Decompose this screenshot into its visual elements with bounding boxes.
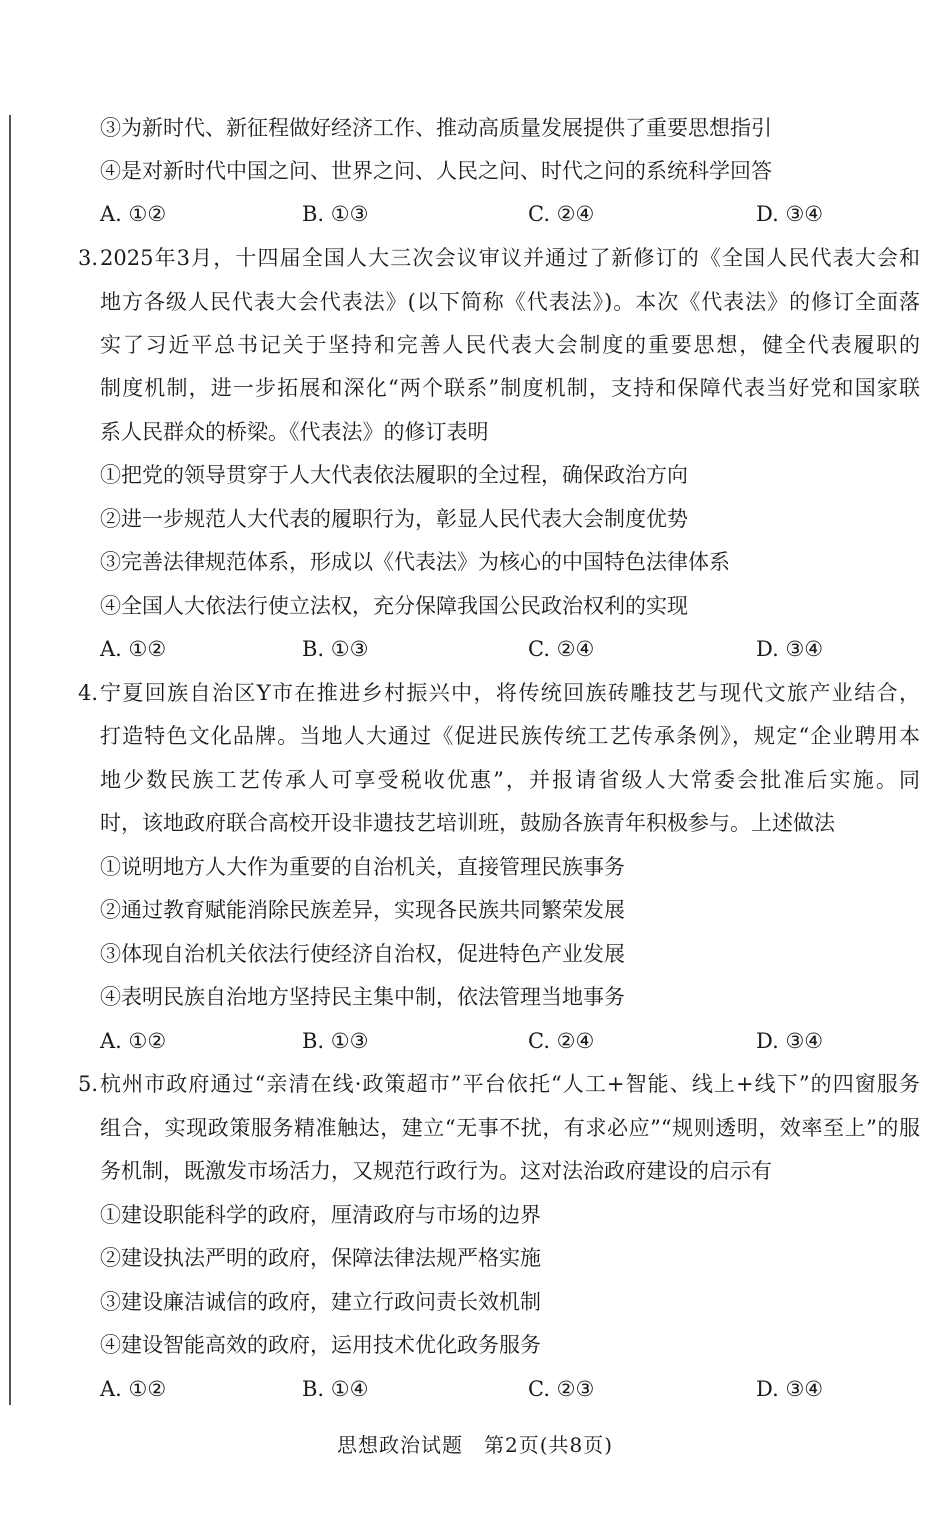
q3-option-2: ②进一步规范人大代表的履职行为，彰显人民代表大会制度优势 [100, 507, 688, 531]
q3-stem-line-2: 地方各级人民代表大会代表法》(以下简称《代表法》)。本次《代表法》的修订全面落 [100, 290, 920, 314]
q5-option-1: ①建设职能科学的政府，厘清政府与市场的边界 [100, 1203, 541, 1227]
q3-stem-line-4: 制度机制，进一步拓展和深化“两个联系”制度机制，支持和保障代表当好党和国家联 [100, 376, 920, 400]
q5-option-3: ③建设廉洁诚信的政府，建立行政问责长效机制 [100, 1290, 541, 1314]
q4-stem-text-1: 宁夏回族自治区Y市在推进乡村振兴中，将传统回族砖雕技艺与现代文旅产业结合， [100, 681, 920, 705]
q4-stem-line-3: 地少数民族工艺传承人可享受税收优惠”，并报请省级人大常委会批准后实施。同 [100, 768, 920, 792]
q3-choice-d: D. ③④ [756, 637, 824, 661]
q4-choice-a: A. ①② [100, 1029, 167, 1053]
q5-choices [0, 1374, 950, 1404]
q5-option-4: ④建设智能高效的政府，运用技术优化政务服务 [100, 1333, 541, 1357]
q4-option-3: ③体现自治机关依法行使经济自治权，促进特色产业发展 [100, 942, 625, 966]
q4-stem-line-4: 时，该地政府联合高校开设非遗技艺培训班，鼓励各族青年积极参与。上述做法 [100, 811, 835, 835]
q3-number: 3. [78, 246, 99, 270]
q4-stem-line-2: 打造特色文化品牌。当地人大通过《促进民族传统工艺传承条例》，规定“企业聘用本 [100, 724, 920, 748]
q5-choice-d: D. ③④ [756, 1377, 824, 1401]
q3-option-1: ①把党的领导贯穿于人大代表依法履职的全过程，确保政治方向 [100, 463, 688, 487]
q5-option-2: ②建设执法严明的政府，保障法律法规严格实施 [100, 1246, 541, 1270]
q2-choice-b: B. ①③ [302, 202, 369, 226]
q5-stem-line-2: 组合，实现政策服务精准触达，建立“无事不扰，有求必应”“规则透明，效率至上”的服 [100, 1116, 920, 1140]
q2-option-3: ③为新时代、新征程做好经济工作、推动高质量发展提供了重要思想指引 [100, 116, 772, 140]
q4-option-2: ②通过教育赋能消除民族差异，实现各民族共同繁荣发展 [100, 898, 625, 922]
q5-choice-a: A. ①② [100, 1377, 167, 1401]
q5-choice-c: C. ②③ [528, 1377, 595, 1401]
q4-choice-c: C. ②④ [528, 1029, 595, 1053]
q3-stem-text-1: 2025年3月，十四届全国人大三次会议审议并通过了新修订的《全国人民代表大会和 [100, 246, 920, 270]
q4-choice-b: B. ①③ [302, 1029, 369, 1053]
q3-stem-line-5: 系人民群众的桥梁。《代表法》的修订表明 [100, 420, 489, 444]
q2-choice-d: D. ③④ [756, 202, 824, 226]
q3-choice-a: A. ①② [100, 637, 167, 661]
q5-stem-line-3: 务机制，既激发市场活力，又规范行政行为。这对法治政府建设的启示有 [100, 1159, 772, 1183]
q4-option-4: ④表明民族自治地方坚持民主集中制，依法管理当地事务 [100, 985, 625, 1009]
q4-choice-d: D. ③④ [756, 1029, 824, 1053]
q2-choice-c: C. ②④ [528, 202, 595, 226]
q4-stem-line-1 [78, 678, 920, 708]
q2-choice-a: A. ①② [100, 202, 167, 226]
q3-choice-c: C. ②④ [528, 637, 595, 661]
q2-option-4: ④是对新时代中国之问、世界之问、人民之问、时代之问的系统科学回答 [100, 159, 772, 183]
q4-number: 4. [78, 681, 99, 705]
q3-stem-line-3: 实了习近平总书记关于坚持和完善人民代表大会制度的重要思想，健全代表履职的 [100, 333, 920, 357]
q3-choices [0, 634, 950, 664]
q5-choice-b: B. ①④ [302, 1377, 369, 1401]
q5-stem-line-1 [78, 1069, 920, 1099]
q5-stem-text-1: 杭州市政府通过“亲清在线·政策超市”平台依托“人工+智能、线上+线下”的四窗服务 [100, 1072, 920, 1096]
q3-choice-b: B. ①③ [302, 637, 369, 661]
q3-option-3: ③完善法律规范体系，形成以《代表法》为核心的中国特色法律体系 [100, 550, 730, 574]
q3-stem-line-1 [78, 243, 920, 273]
q2-choices [0, 199, 950, 229]
q4-option-1: ①说明地方人大作为重要的自治机关，直接管理民族事务 [100, 855, 625, 879]
q4-choices [0, 1026, 950, 1056]
q3-option-4: ④全国人大依法行使立法权，充分保障我国公民政治权利的实现 [100, 594, 688, 618]
page-footer: 思想政治试题 第2页(共8页) [336, 1433, 614, 1457]
q5-number: 5. [78, 1072, 99, 1096]
